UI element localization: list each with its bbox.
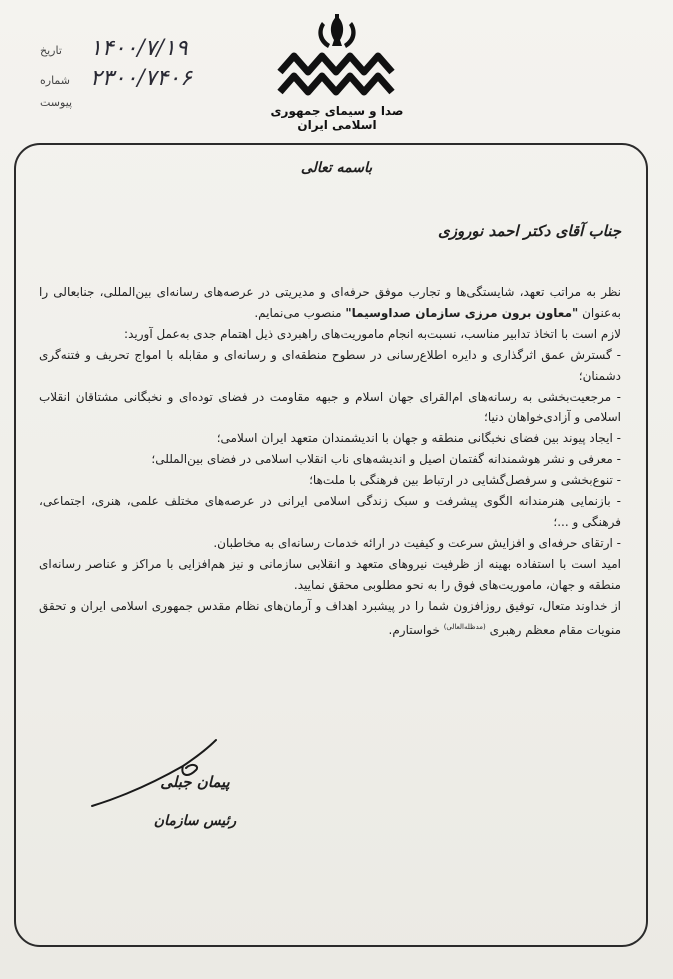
paragraph-appointment-text: نظر به مراتب تعهد، شایستگی‌ها و تجارب موفق حرفه‌ای و مدیریتی در عرصه‌های رسانه‌ای بین‌المللی، جنابعالی را به‌عنوان [39, 285, 621, 320]
irib-logo-icon [272, 12, 402, 117]
signatory-name: پیمان جبلی [160, 773, 230, 791]
mission-item: - تنوع‌بخشی و سرفصل‌گشایی در ارتباط بین فرهنگی با ملت‌ها؛ [309, 473, 621, 488]
date-row [28, 36, 228, 66]
mission-item: - ایجاد پیوند بین فضای نخبگانی منطقه و جهان با اندیشمندان متعهد ایران اسلامی؛ [216, 431, 621, 446]
attachment-row [28, 96, 228, 126]
addressee: جناب آقای دکتر احمد نوروزی [437, 222, 621, 240]
date-value: ۱۴۰۰/۷/۱۹ [90, 36, 188, 61]
number-row [28, 66, 228, 96]
honorific-superscript: (مدظله‌العالی) [443, 622, 486, 631]
organization-name: صدا و سیمای جمهوری اسلامی ایران [270, 104, 404, 132]
paragraph-appointment [39, 282, 621, 324]
number-label: شماره [40, 74, 71, 87]
mission-item: - بازنمایی هنرمندانه الگوی پیشرفت و سبک زندگی اسلامی ایرانی در عرصه‌های مختلف علمی، هنری، اجتماعی، فرهنگی و ...؛ [39, 494, 621, 529]
paragraph-closing-end: خواستارم. [388, 622, 440, 637]
signatory-title: رئیس سازمان [153, 813, 237, 829]
bismillah-heading: باسمه تعالی [300, 160, 373, 176]
paragraph-closing [39, 596, 621, 641]
letter-meta [28, 36, 228, 126]
paragraph-missions-intro: لازم است با اتخاذ تدابیر مناسب، نسبت‌به انجام ماموریت‌های راهبردی ذیل اهتمام جدی به‌عمل آورید: [124, 326, 621, 341]
paragraph-closing-text: از خداوند متعال، توفیق روزافزون شما را در پیشبرد اهداف و آرمان‌های نظام مقدس جمهوری اسلامی ایران و تحقق منویات مقام معظم رهبری [39, 598, 621, 637]
date-label: تاریخ [40, 44, 62, 57]
number-value: ۲۳۰۰/۷۴۰۶ [90, 66, 192, 91]
paragraph-appointment-end: منصوب می‌نمایم. [254, 305, 342, 320]
paragraph-hope: امید است با استفاده بهینه از ظرفیت نیروهای متعهد و انقلابی سازمانی و نیز هم‌افزایی با مراکز و عناصر رسانه‌ای منطقه و جهان، ماموریت‌های فوق را به نحو مطلوبی محقق نمایید. [39, 556, 621, 592]
attachment-label: پیوست [40, 96, 73, 109]
mission-item: - ارتقای حرفه‌ای و افزایش سرعت و کیفیت در ارائه خدمات رسانه‌ای به مخاطبان. [213, 535, 621, 550]
mission-item: - معرفی و نشر هوشمندانه گفتمان اصیل و اندیشه‌های ناب انقلاب اسلامی در فضای بین‌المللی؛ [151, 452, 621, 467]
mission-item: - گسترش عمق اثرگذاری و دایره اطلاع‌رسانی در سطوح منطقه‌ای و رسانه‌ای و مقابله با امواج تحریف و فتنه‌گری دشمنان؛ [39, 347, 621, 383]
letter-body [39, 282, 621, 640]
mission-item: - مرجعیت‌بخشی به رسانه‌های ام‌القرای جهان اسلام و جبهه مقاومت در فضای توده‌ای و نخبگانی مشتاقان انقلاب اسلامی و آزادی‌خواهان دنیا؛ [39, 389, 621, 425]
appointment-title: "معاون برون مرزی سازمان صداوسیما" [345, 305, 579, 320]
